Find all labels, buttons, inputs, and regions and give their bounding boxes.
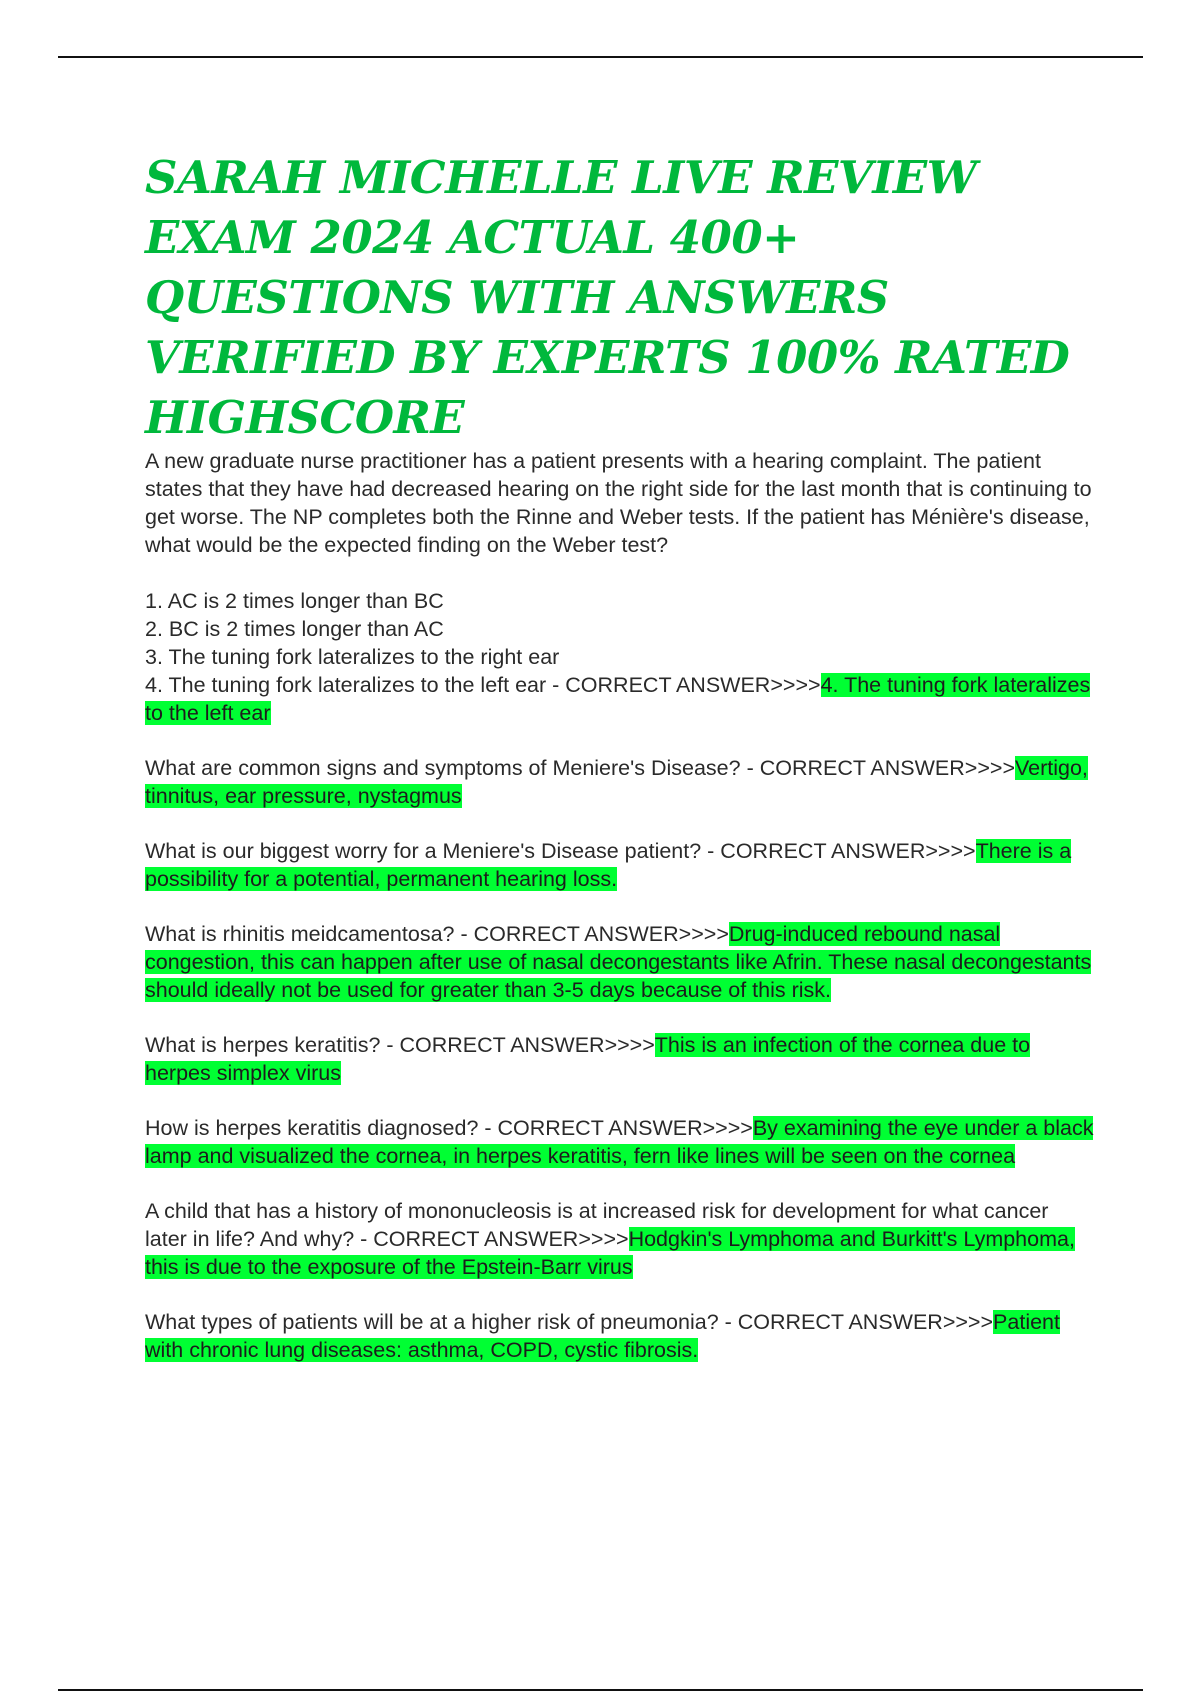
- bottom-divider: [58, 1689, 1143, 1691]
- qa-item: [145, 1308, 1095, 1364]
- option-1: 1. AC is 2 times longer than BC: [145, 589, 444, 613]
- qa-item: [145, 1114, 1095, 1170]
- qa-prompt: What is herpes keratitis? - CORRECT ANSWER>>>>: [145, 1033, 655, 1057]
- highlighted-answer: Vertigo, tinnitus, ear pressure, nystagmus: [145, 756, 1088, 808]
- qa-item: [145, 754, 1095, 810]
- document-body: [145, 447, 1095, 1391]
- question-1: [145, 447, 1095, 727]
- highlighted-answer: Drug-induced rebound nasal congestion, this can happen after use of nasal decongestants like Afrin. These nasal decongestants should ideally not be used for greater than 3-5 days because of this risk.: [145, 922, 1092, 1002]
- document-title: SARAH MICHELLE LIVE REVIEW EXAM 2024 ACTUAL 400+ QUESTIONS WITH ANSWERS VERIFIED BY EXPERTS 100% RATED HIGHSCORE: [145, 151, 1070, 444]
- qa-prompt: How is herpes keratitis diagnosed? - CORRECT ANSWER>>>>: [145, 1116, 753, 1140]
- option-4: [145, 671, 1095, 727]
- option-4-text: 4. The tuning fork lateralizes to the left ear - CORRECT ANSWER>>>>: [145, 673, 821, 697]
- highlighted-answer: This is an infection of the cornea due to herpes simplex virus: [145, 1033, 1031, 1085]
- highlighted-answer: There is a possibility for a potential, permanent hearing loss.: [145, 839, 1072, 891]
- qa-item: [145, 1197, 1095, 1281]
- question-1-options: [145, 587, 1095, 727]
- highlighted-answer: By examining the eye under a black lamp and visualized the cornea, in herpes keratitis, fern like lines will be seen on the cornea: [145, 1116, 1094, 1168]
- highlighted-answer: 4. The tuning fork lateralizes to the left ear: [145, 673, 1091, 725]
- highlighted-answer: Patient with chronic lung diseases: asthma, COPD, cystic fibrosis.: [145, 1310, 1060, 1362]
- top-divider: [58, 56, 1143, 58]
- question-1-text: A new graduate nurse practitioner has a patient presents with a hearing complaint. The patient states that they have had decreased hearing on the right side for the last month that is continuing to get worse. The NP completes both the Rinne and Weber tests. If the patient has Ménière's disease, what would be the expected finding on the Weber test?: [145, 449, 1092, 557]
- qa-prompt: What is our biggest worry for a Meniere's Disease patient? - CORRECT ANSWER>>>>: [145, 839, 976, 863]
- qa-item: [145, 1031, 1095, 1087]
- option-3: 3. The tuning fork lateralizes to the right ear: [145, 645, 560, 669]
- qa-prompt: A child that has a history of mononucleosis is at increased risk for development for what cancer later in life? And why? - CORRECT ANSWER>>>>: [145, 1199, 1049, 1251]
- qa-prompt: What is rhinitis meidcamentosa? - CORRECT ANSWER>>>>: [145, 922, 729, 946]
- qa-prompt: What types of patients will be at a higher risk of pneumonia? - CORRECT ANSWER>>>>: [145, 1310, 994, 1334]
- qa-item: [145, 920, 1095, 1004]
- qa-item: [145, 837, 1095, 893]
- option-2: 2. BC is 2 times longer than AC: [145, 617, 444, 641]
- qa-prompt: What are common signs and symptoms of Meniere's Disease? - CORRECT ANSWER>>>>: [145, 756, 1015, 780]
- highlighted-answer: Hodgkin's Lymphoma and Burkitt's Lymphoma, this is due to the exposure of the Epstein-Barr virus: [145, 1227, 1075, 1279]
